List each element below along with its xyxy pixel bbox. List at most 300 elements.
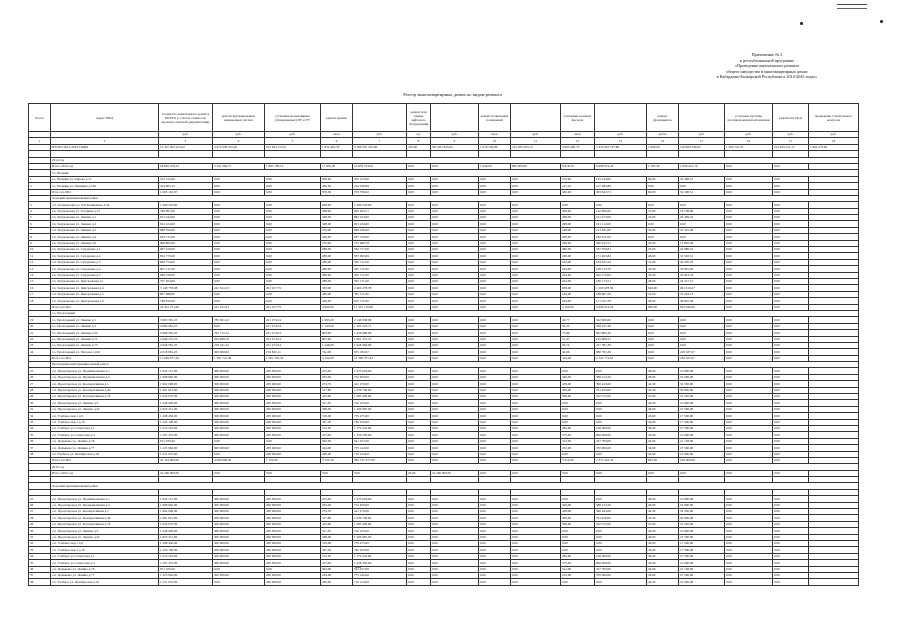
section-label: Зольский муниципальный район bbox=[51, 195, 859, 201]
address-cell: с.п. Учебное ул. Советская д.4 bbox=[51, 432, 159, 438]
value-cell: 1 722,00 bbox=[265, 457, 321, 463]
value-cell: 21 000,00 bbox=[679, 451, 725, 457]
value-cell: 1 349 420,00 bbox=[159, 528, 213, 534]
value-cell: 340,00 bbox=[561, 502, 595, 508]
value-cell: 288,00 bbox=[321, 247, 353, 253]
value-cell: 200 000,00 bbox=[265, 425, 321, 431]
value-cell: 0,00 bbox=[511, 509, 561, 515]
section-label: 2015 год bbox=[51, 464, 859, 470]
value-cell: 311,30 bbox=[321, 400, 353, 406]
value-cell: 399,00 bbox=[561, 521, 595, 527]
value-cell: 0,00 bbox=[479, 438, 511, 444]
value-cell: 0,00 bbox=[511, 278, 561, 284]
value-cell: 221 274,54 bbox=[265, 330, 321, 336]
value-cell: 868 556,00 bbox=[159, 227, 213, 233]
value-cell: 0,00 bbox=[431, 457, 479, 463]
value-cell: 21 800,00 bbox=[679, 368, 725, 374]
value-cell: 0,00 bbox=[511, 176, 561, 182]
value-cell: 0,00 bbox=[431, 189, 479, 195]
row-number: 33 bbox=[29, 547, 51, 553]
value-cell: 253,00 bbox=[321, 496, 353, 502]
value-cell: 0,00 bbox=[407, 528, 431, 534]
value-cell: 785 561,22 bbox=[213, 317, 265, 323]
value-cell: 0,00 bbox=[321, 470, 353, 476]
address-cell: ИТОГО 2014-2043 ГОДЫ bbox=[51, 144, 159, 150]
value-cell: 0,00 bbox=[407, 400, 431, 406]
value-cell: 0,00 bbox=[407, 425, 431, 431]
value-cell: 43,30 bbox=[647, 515, 679, 521]
value-cell: 244,00 bbox=[561, 298, 595, 304]
value-cell: 0,00 bbox=[679, 336, 725, 342]
value-cell: 221 274,54 bbox=[265, 317, 321, 323]
value-cell: 797 404,00 bbox=[159, 278, 213, 284]
value-cell: 0,00 bbox=[511, 445, 561, 451]
value-cell: 0,00 bbox=[353, 470, 407, 476]
value-cell: 0,00 bbox=[431, 183, 479, 189]
value-cell: 803,00 bbox=[321, 330, 353, 336]
value-cell: 0,00 bbox=[773, 240, 809, 246]
value-cell: 240,00 bbox=[321, 298, 353, 304]
value-cell: 0,00 bbox=[407, 413, 431, 419]
value-cell: 779 275,00 bbox=[353, 541, 407, 547]
value-cell: 0,00 bbox=[431, 515, 479, 521]
value-cell: 32,00 bbox=[647, 272, 679, 278]
value-cell: 0,00 bbox=[407, 502, 431, 508]
value-cell: 0,00 bbox=[407, 285, 431, 291]
table-header-row bbox=[29, 104, 859, 132]
value-cell: 0,00 bbox=[511, 291, 561, 297]
address-cell: Итого по МО bbox=[51, 457, 159, 463]
value-cell: 812 224,00 bbox=[159, 221, 213, 227]
value-cell: 0,00 bbox=[725, 202, 773, 208]
value-cell: 52 350,00 bbox=[679, 509, 725, 515]
address-cell: г.о. Нальчик ул. Кирова д.11 bbox=[51, 176, 159, 182]
column-number: 5 bbox=[265, 138, 321, 144]
value-cell: 200 000,00 bbox=[265, 394, 321, 400]
unit-cell: кв.м bbox=[561, 132, 595, 138]
value-cell: 0,00 bbox=[725, 515, 773, 521]
value-cell: 17 500,00 bbox=[679, 419, 725, 425]
value-cell: 244,00 bbox=[321, 445, 353, 451]
value-cell: 0,00 bbox=[511, 355, 561, 361]
value-cell: 0,00 bbox=[773, 342, 809, 348]
address-cell: г.п. Залукокоаже ул. Сундукова д.2 bbox=[51, 253, 159, 259]
value-cell: 200 000,00 bbox=[265, 432, 321, 438]
value-cell: 0,00 bbox=[479, 240, 511, 246]
unit-cell: руб. bbox=[265, 132, 321, 138]
row-number: 2 bbox=[29, 183, 51, 189]
value-cell: 0,00 bbox=[595, 413, 647, 419]
value-cell: 215,00 bbox=[561, 176, 595, 182]
value-cell: 396 443,00 bbox=[595, 381, 647, 387]
value-cell: 415,00 bbox=[321, 394, 353, 400]
value-cell: 0,00 bbox=[511, 227, 561, 233]
value-cell: 0,00 bbox=[511, 330, 561, 336]
column-number: 17 bbox=[773, 138, 809, 144]
column-number: 3 bbox=[159, 138, 213, 144]
row-number: 31 bbox=[29, 534, 51, 540]
value-cell: 0,00 bbox=[407, 445, 431, 451]
value-cell: 0,00 bbox=[511, 572, 561, 578]
value-cell: 1 899,00 bbox=[647, 144, 679, 150]
address-cell: с.п. Учебное пер.1 д.10 bbox=[51, 419, 159, 425]
value-cell: 0,00 bbox=[773, 579, 809, 585]
value-cell: 0,00 bbox=[431, 291, 479, 297]
value-cell: 60,00 bbox=[647, 176, 679, 182]
value-cell: 27 500,00 bbox=[679, 445, 725, 451]
value-cell: 0,00 bbox=[213, 451, 265, 457]
value-cell: 261 017,79 bbox=[265, 304, 321, 310]
value-cell: 300 000,00 bbox=[213, 374, 265, 380]
value-cell: 0,00 bbox=[479, 553, 511, 559]
value-cell: 55,33 bbox=[561, 323, 595, 329]
value-cell: 0,00 bbox=[725, 342, 773, 348]
value-cell: 0,00 bbox=[431, 349, 479, 355]
unit-cell: руб. bbox=[213, 132, 265, 138]
value-cell: 0,00 bbox=[213, 278, 265, 284]
value-cell: 0,00 bbox=[773, 413, 809, 419]
value-cell: 32 823,33 bbox=[679, 272, 725, 278]
row-number: 28 bbox=[29, 387, 51, 393]
value-cell: 200 000,00 bbox=[265, 579, 321, 585]
value-cell: 367,50 bbox=[321, 419, 353, 425]
row-number: 25 bbox=[29, 496, 51, 502]
value-cell: 0,00 bbox=[595, 400, 647, 406]
value-cell: 0,00 bbox=[407, 509, 431, 515]
value-cell: 0,00 bbox=[479, 336, 511, 342]
address-cell: с.п. Пролетарское ул. Кооперативная д.1 bbox=[51, 509, 159, 515]
value-cell: 1 036 730,00 bbox=[353, 515, 407, 521]
value-cell: 0,00 bbox=[431, 445, 479, 451]
value-cell: 491 019,27 bbox=[679, 285, 725, 291]
value-cell: 0,00 bbox=[431, 547, 479, 553]
value-cell: 32 298,51 bbox=[679, 176, 725, 182]
value-cell: 0,00 bbox=[725, 221, 773, 227]
value-cell: 0,00 bbox=[265, 291, 321, 297]
value-cell: 0,00 bbox=[511, 368, 561, 374]
value-cell: 0,00 bbox=[431, 163, 479, 169]
value-cell: 0,00 bbox=[511, 374, 561, 380]
value-cell: 0,00 bbox=[647, 234, 679, 240]
value-cell: 42,77 bbox=[561, 317, 595, 323]
value-cell: 0,00 bbox=[773, 349, 809, 355]
value-cell: 0,00 bbox=[773, 259, 809, 265]
value-cell: 0,00 bbox=[431, 285, 479, 291]
value-cell: 300 000,00 bbox=[213, 349, 265, 355]
value-cell: 348,00 bbox=[321, 215, 353, 221]
value-cell: 0,00 bbox=[407, 266, 431, 272]
value-cell: 0,00 bbox=[511, 502, 561, 508]
value-cell: 100 000,00 bbox=[679, 457, 725, 463]
value-cell: 221 274,54 bbox=[265, 336, 321, 342]
value-cell: 0,00 bbox=[479, 387, 511, 393]
value-cell: 0,00 bbox=[647, 336, 679, 342]
value-cell: 0,00 bbox=[773, 432, 809, 438]
value-cell: 0,00 bbox=[213, 202, 265, 208]
value-cell: 0,00 bbox=[511, 221, 561, 227]
value-cell: 0,00 bbox=[773, 189, 809, 195]
value-cell: 0,00 bbox=[431, 336, 479, 342]
value-cell: 218 541,22 bbox=[213, 342, 265, 348]
address-cell: г.о. Нальчик ул. Пушкина д.100 bbox=[51, 183, 159, 189]
value-cell: 0,00 bbox=[265, 189, 321, 195]
value-cell: 0,00 bbox=[725, 521, 773, 527]
value-cell: 0,00 bbox=[647, 355, 679, 361]
value-cell: 0,00 bbox=[773, 234, 809, 240]
value-cell: 0,00 bbox=[479, 572, 511, 578]
value-cell: 218 187,97 bbox=[679, 349, 725, 355]
value-cell: 0,00 bbox=[725, 298, 773, 304]
appendix-line: в Кабардино-Балкарской Республике в 2014-2043 годах» bbox=[716, 74, 818, 80]
value-cell: 0,00 bbox=[595, 528, 647, 534]
address-cell: г.п. Залукокоаже ул. Сундукова д.1 bbox=[51, 247, 159, 253]
column-number: 1 bbox=[29, 138, 51, 144]
value-cell: 800 000,00 bbox=[595, 560, 647, 566]
value-cell: 0,00 bbox=[595, 451, 647, 457]
value-cell: 0,00 bbox=[213, 579, 265, 585]
value-cell: 0,00 bbox=[407, 541, 431, 547]
value-cell: 214 659 251,17 bbox=[773, 144, 809, 150]
value-cell: 0,00 bbox=[479, 368, 511, 374]
value-cell: 261 017,79 bbox=[265, 285, 321, 291]
value-cell: 34,00 bbox=[647, 419, 679, 425]
value-cell: 0,00 bbox=[773, 221, 809, 227]
value-cell: 0,00 bbox=[561, 202, 595, 208]
value-cell: 0,00 bbox=[511, 202, 561, 208]
value-cell: 171 101,78 bbox=[595, 298, 647, 304]
value-cell: 51,47 bbox=[561, 336, 595, 342]
value-cell: 303 643,71 bbox=[595, 189, 647, 195]
value-cell: 0,00 bbox=[431, 266, 479, 272]
column-header: установка коллективных (общедомовых) ПУ и УУ bbox=[265, 104, 321, 132]
value-cell: 2 668 581,25 bbox=[159, 330, 213, 336]
value-cell: 0,00 bbox=[511, 240, 561, 246]
value-cell: 0,00 bbox=[725, 215, 773, 221]
value-cell: 0,00 bbox=[511, 515, 561, 521]
value-cell: 270,00 bbox=[321, 240, 353, 246]
address-cell: г.п. Залукокоаже ул. Гагарина д.15 bbox=[51, 208, 159, 214]
value-cell: 396 443,00 bbox=[595, 509, 647, 515]
value-cell: 166 000,00 bbox=[595, 553, 647, 559]
value-cell: 0,00 bbox=[431, 176, 479, 182]
value-cell: 0,00 bbox=[511, 579, 561, 585]
value-cell: 0,00 bbox=[265, 298, 321, 304]
address-cell: Итого по МО bbox=[51, 189, 159, 195]
address-cell: г.о. Прохладный ул. Ленина д.3 bbox=[51, 323, 159, 329]
value-cell: 302,00 bbox=[321, 566, 353, 572]
address-cell: г.о. Прохладный ул. Ленина д.71 bbox=[51, 336, 159, 342]
section-label: г.о. Нальчик bbox=[51, 170, 859, 176]
value-cell: 0,00 bbox=[431, 278, 479, 284]
value-cell: 0,00 bbox=[213, 208, 265, 214]
value-cell: 0,00 bbox=[479, 189, 511, 195]
value-cell: 0,00 bbox=[407, 432, 431, 438]
value-cell: 0,00 bbox=[725, 572, 773, 578]
value-cell: 0,00 bbox=[511, 266, 561, 272]
value-cell: 0,00 bbox=[511, 534, 561, 540]
value-cell: 0,00 bbox=[431, 541, 479, 547]
value-cell: 0,00 bbox=[213, 227, 265, 233]
value-cell: 1 523 523,00 bbox=[159, 553, 213, 559]
value-cell: 200 000,00 bbox=[265, 374, 321, 380]
value-cell: 300 000,00 bbox=[213, 381, 265, 387]
value-cell: 184 247,22 bbox=[595, 259, 647, 265]
column-number: 15 bbox=[679, 138, 725, 144]
value-cell: 0,00 bbox=[407, 240, 431, 246]
value-cell: 775 142,00 bbox=[353, 445, 407, 451]
value-cell: 200 000,00 bbox=[265, 560, 321, 566]
value-cell: 0,00 bbox=[725, 553, 773, 559]
row-number: 25 bbox=[29, 368, 51, 374]
value-cell: 701 450,00 bbox=[595, 515, 647, 521]
value-cell: 200,00 bbox=[321, 579, 353, 585]
value-cell: 0,00 bbox=[595, 202, 647, 208]
value-cell: 0,00 bbox=[431, 560, 479, 566]
value-cell: 200 000,00 bbox=[265, 553, 321, 559]
value-cell: 800 000,00 bbox=[511, 163, 561, 169]
column-header: ремонт подвальных помещений bbox=[479, 104, 511, 132]
value-cell: 0,00 bbox=[431, 381, 479, 387]
value-cell: 0,00 bbox=[725, 189, 773, 195]
column-header: ремонт или замена лифтового оборудования bbox=[407, 104, 431, 132]
value-cell: 0,00 bbox=[725, 374, 773, 380]
appendix-note bbox=[687, 52, 847, 80]
value-cell: 21 158,00 bbox=[679, 566, 725, 572]
unit-cell: руб. bbox=[431, 132, 479, 138]
value-cell: 0,00 bbox=[407, 183, 431, 189]
value-cell: 0,00 bbox=[431, 317, 479, 323]
value-cell: 1 268 450,00 bbox=[159, 413, 213, 419]
value-cell: 375,00 bbox=[561, 560, 595, 566]
value-cell: 0,00 bbox=[407, 317, 431, 323]
value-cell bbox=[809, 579, 859, 585]
value-cell: 0,00 bbox=[773, 502, 809, 508]
value-cell: 0,00 bbox=[773, 285, 809, 291]
row-number: 17 bbox=[29, 291, 51, 297]
row-number: 6 bbox=[29, 221, 51, 227]
row-number: 37 bbox=[29, 572, 51, 578]
address-cell: г.п. Залукокоаже ул. Сундукова д.3 bbox=[51, 259, 159, 265]
value-cell: 0,00 bbox=[561, 451, 595, 457]
value-cell: 200 000,00 bbox=[265, 400, 321, 406]
value-cell: 213 281,00 bbox=[595, 227, 647, 233]
value-cell: 188 667,29 bbox=[595, 291, 647, 297]
value-cell: 819 731,00 bbox=[159, 234, 213, 240]
value-cell: 191 473,00 bbox=[595, 215, 647, 221]
value-cell: 263,00 bbox=[321, 502, 353, 508]
row-number: 10 bbox=[29, 247, 51, 253]
value-cell: 48,00 bbox=[647, 253, 679, 259]
value-cell: 252,00 bbox=[561, 572, 595, 578]
value-cell: 0,00 bbox=[431, 221, 479, 227]
value-cell: 13 327 202 223,42 bbox=[159, 144, 213, 150]
value-cell: 0,00 bbox=[511, 285, 561, 291]
value-cell: 0,00 bbox=[479, 451, 511, 457]
value-cell: 1 220 100,00 bbox=[159, 547, 213, 553]
value-cell: 0,00 bbox=[561, 579, 595, 585]
value-cell: 0,00 bbox=[407, 438, 431, 444]
value-cell: 300 000,00 bbox=[213, 509, 265, 515]
value-cell: 244,00 bbox=[561, 278, 595, 284]
address-cell: с.п. Цалыково ул. Ленина д.76 bbox=[51, 438, 159, 444]
value-cell: 2 646 257,25 bbox=[159, 336, 213, 342]
value-cell: 0,00 bbox=[431, 387, 479, 393]
value-cell: 21 250,00 bbox=[679, 521, 725, 527]
address-cell: с.п. Пролетарское ул. Промышленная д.1 bbox=[51, 496, 159, 502]
value-cell: 200 000,00 bbox=[265, 502, 321, 508]
value-cell: 0,00 bbox=[407, 221, 431, 227]
value-cell: 300 000,00 bbox=[213, 547, 265, 553]
value-cell: 0,00 bbox=[479, 278, 511, 284]
value-cell: 25,00 bbox=[647, 394, 679, 400]
document-title: Реестр многоквартирных домов по видам ремонта bbox=[403, 92, 502, 97]
value-cell: 244,00 bbox=[321, 572, 353, 578]
value-cell: 21 800,00 bbox=[679, 496, 725, 502]
value-cell: 0,00 bbox=[561, 528, 595, 534]
value-cell: 3 722,30 bbox=[321, 457, 353, 463]
address-cell: с.п. Пролетарское ул. Кооперативная д.1 bbox=[51, 381, 159, 387]
value-cell: 0,00 bbox=[479, 515, 511, 521]
value-cell: 319,00 bbox=[321, 541, 353, 547]
column-header: разработка ПСД bbox=[773, 104, 809, 132]
value-cell: 380 765,36 bbox=[595, 349, 647, 355]
value-cell: 0,00 bbox=[647, 342, 679, 348]
value-cell: 0,00 bbox=[773, 317, 809, 323]
value-cell: 300 000,00 bbox=[213, 528, 265, 534]
value-cell: 0,00 bbox=[479, 381, 511, 387]
value-cell: 0,00 bbox=[511, 496, 561, 502]
value-cell: 0,00 bbox=[479, 502, 511, 508]
value-cell: 1 075 024,00 bbox=[353, 368, 407, 374]
address-cell: г.п. Залукокоаже ул. Сундукова д.5 bbox=[51, 272, 159, 278]
value-cell: 0,00 bbox=[725, 355, 773, 361]
value-cell: 1 246,00 bbox=[321, 342, 353, 348]
value-cell: 396,00 bbox=[561, 208, 595, 214]
value-cell: 0,00 bbox=[479, 317, 511, 323]
value-cell: 0,00 bbox=[725, 317, 773, 323]
value-cell: 52 350,00 bbox=[679, 381, 725, 387]
value-cell: 0,00 bbox=[479, 247, 511, 253]
value-cell: 0,00 bbox=[431, 355, 479, 361]
row-number: 36 bbox=[29, 566, 51, 572]
value-cell: 244,00 bbox=[561, 272, 595, 278]
value-cell: 0,00 bbox=[479, 291, 511, 297]
value-cell: 202 179,92 bbox=[595, 272, 647, 278]
value-cell: 0,00 bbox=[773, 163, 809, 169]
value-cell: 637 720,00 bbox=[353, 234, 407, 240]
value-cell: 227 381,36 bbox=[595, 342, 647, 348]
value-cell: 1 968 962,00 bbox=[159, 374, 213, 380]
value-cell: 1 061 373,72 bbox=[353, 336, 407, 342]
column-header: проведение строительного контроля bbox=[809, 104, 859, 132]
value-cell: 0,00 bbox=[265, 227, 321, 233]
value-cell: 0,00 bbox=[773, 208, 809, 214]
value-cell: 298,00 bbox=[561, 215, 595, 221]
value-cell: 0,00 bbox=[725, 547, 773, 553]
value-cell: 1 261 745,43 bbox=[265, 355, 321, 361]
column-number: 4 bbox=[213, 138, 265, 144]
value-cell: 186 173,51 bbox=[595, 278, 647, 284]
address-cell: с.п. Залукокоаже ул. Х.Б.Калмыкова д.54 bbox=[51, 202, 159, 208]
value-cell: 740 250,00 bbox=[353, 547, 407, 553]
value-cell: 368,00 bbox=[321, 534, 353, 540]
value-cell: 32,00 bbox=[647, 266, 679, 272]
value-cell: 44,06 bbox=[561, 349, 595, 355]
value-cell: 34,00 bbox=[647, 547, 679, 553]
value-cell: 31 528,31 bbox=[679, 253, 725, 259]
value-cell: 1 624 721,00 bbox=[159, 368, 213, 374]
value-cell: 0,00 bbox=[725, 560, 773, 566]
